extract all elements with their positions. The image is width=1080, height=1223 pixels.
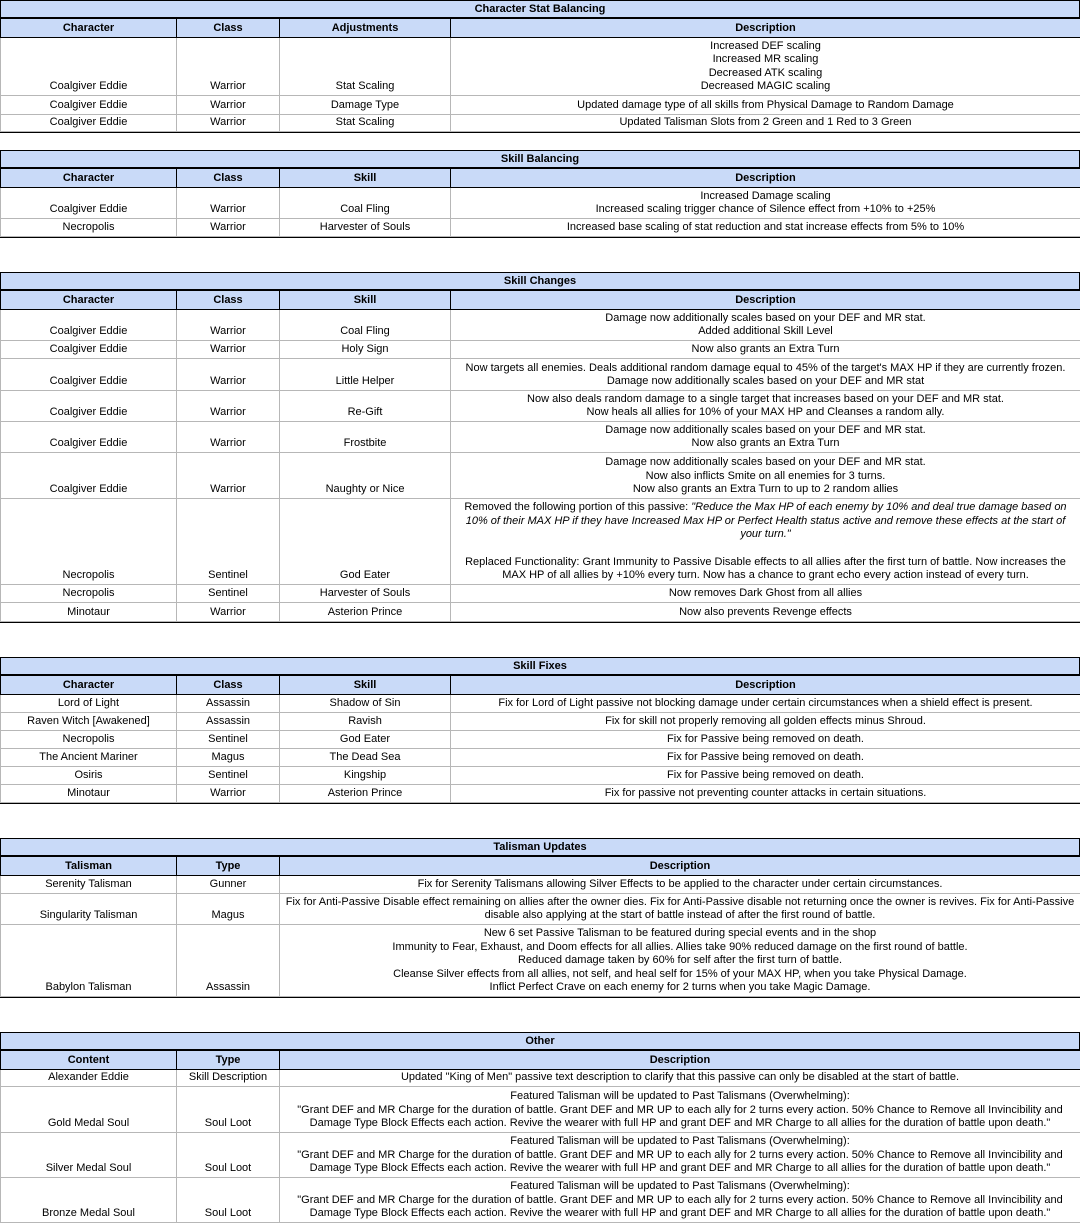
description-line: Replaced Functionality: Grant Immunity to Passive Disable effects to all allies after the first turn of battle. Now increases the MAX HP of all allies by +10% every turn. Now has a chance to grant echo every action instead of every turn. xyxy=(454,556,1077,583)
cell-name: Coalgiver Eddie xyxy=(1,115,177,132)
table-row xyxy=(1,453,1080,499)
table-row xyxy=(1,1133,1080,1178)
cell-name: Coalgiver Eddie xyxy=(1,310,177,341)
cell-name: Alexander Eddie xyxy=(1,1070,177,1087)
cell-item: Stat Scaling xyxy=(280,38,451,96)
description-line: Featured Talisman will be updated to Past Talismans (Overwhelming): xyxy=(283,1180,1077,1194)
cell-item: Naughty or Nice xyxy=(280,453,451,499)
cell-item: Re-Gift xyxy=(280,391,451,422)
cell-name: Lord of Light xyxy=(1,695,177,713)
column-header-talisman: Talisman xyxy=(1,857,177,876)
section-spacer xyxy=(0,132,1080,150)
description-line: Now also grants an Extra Turn to up to 2 random allies xyxy=(454,483,1077,497)
cell-item: God Eater xyxy=(280,499,451,585)
cell-description xyxy=(280,1070,1080,1087)
section-table xyxy=(0,1050,1080,1223)
section-table xyxy=(0,18,1080,132)
cell-class: Warrior xyxy=(177,219,280,237)
header-row xyxy=(1,857,1080,876)
cell-description xyxy=(451,188,1080,219)
table-row xyxy=(1,310,1080,341)
header-row xyxy=(1,676,1080,695)
table-row xyxy=(1,38,1080,96)
description-line: Added additional Skill Level xyxy=(454,325,1077,339)
section-title: Skill Balancing xyxy=(0,150,1080,168)
section-skill-balancing xyxy=(0,150,1080,237)
description-line: Now heals all allies for 10% of your MAX HP and Cleanses a random ally. xyxy=(454,406,1077,420)
description-line: "Grant DEF and MR Charge for the duration of battle. Grant DEF and MR UP to each ally for 2 turns every action. 50% Chance to Remove all Invincibility and Damage Type Block Effects each action. Revive the wearer with full HP and grant DEF and MR Charge to all allies for the duration of battle upon death." xyxy=(283,1149,1077,1176)
description-line: Now also prevents Revenge effects xyxy=(454,606,1077,620)
column-header-type: Type xyxy=(177,857,280,876)
section-table xyxy=(0,168,1080,237)
description-quote: "Reduce the Max HP of each enemy by 10% and deal true damage based on 10% of their MAX HP if they have Increased Max HP or Perfect Health status active and remove these effects at the start of your turn." xyxy=(466,501,1067,540)
cell-description xyxy=(451,499,1080,585)
description-line: Fix for passive not preventing counter attacks in certain situations. xyxy=(454,787,1077,801)
cell-class: Warrior xyxy=(177,38,280,96)
column-header-type: Type xyxy=(177,1051,280,1070)
cell-description xyxy=(451,96,1080,115)
table-row xyxy=(1,359,1080,391)
cell-item: Stat Scaling xyxy=(280,115,451,132)
section-title: Skill Changes xyxy=(0,272,1080,290)
description-line: Damage now additionally scales based on your DEF and MR stat. xyxy=(454,456,1077,470)
description-line: Removed the following portion of this passive: xyxy=(464,501,691,513)
description-removed-block xyxy=(454,501,1077,542)
header-row xyxy=(1,169,1080,188)
header-row xyxy=(1,1051,1080,1070)
cell-item: Asterion Prince xyxy=(280,785,451,803)
description-line: Increased base scaling of stat reduction and stat increase effects from 5% to 10% xyxy=(454,221,1077,235)
cell-description xyxy=(451,359,1080,391)
cell-description xyxy=(280,876,1080,894)
column-header-character: Character xyxy=(1,19,177,38)
section-skill-fixes xyxy=(0,657,1080,803)
cell-description xyxy=(451,341,1080,359)
cell-class: Assassin xyxy=(177,713,280,731)
description-line: Now also grants an Extra Turn xyxy=(454,437,1077,451)
cell-type: Gunner xyxy=(177,876,280,894)
table-row xyxy=(1,219,1080,237)
description-line: Decreased ATK scaling xyxy=(454,67,1077,81)
cell-class: Warrior xyxy=(177,188,280,219)
table-row xyxy=(1,731,1080,749)
cell-name: Gold Medal Soul xyxy=(1,1087,177,1133)
cell-name: Coalgiver Eddie xyxy=(1,188,177,219)
description-line: "Grant DEF and MR Charge for the duration of battle. Grant DEF and MR UP to each ally for 2 turns every action. 50% Chance to Remove all Invincibility and Damage Type Block Effects each action. Revive the wearer with full HP and grant DEF and MR Charge to all allies for the duration of battle upon death." xyxy=(283,1104,1077,1131)
table-row xyxy=(1,1070,1080,1087)
section-other xyxy=(0,1032,1080,1223)
cell-class: Warrior xyxy=(177,341,280,359)
description-line: Fix for skill not properly removing all golden effects minus Shroud. xyxy=(454,715,1077,729)
cell-type: Soul Loot xyxy=(177,1087,280,1133)
section-table xyxy=(0,290,1080,622)
cell-item: Kingship xyxy=(280,767,451,785)
column-header-description: Description xyxy=(451,291,1080,310)
section-title: Character Stat Balancing xyxy=(0,0,1080,18)
column-header-class: Class xyxy=(177,291,280,310)
cell-description xyxy=(280,894,1080,925)
cell-name: Serenity Talisman xyxy=(1,876,177,894)
cell-description xyxy=(451,695,1080,713)
cell-description xyxy=(451,785,1080,803)
cell-item: The Dead Sea xyxy=(280,749,451,767)
cell-description xyxy=(451,713,1080,731)
section-spacer xyxy=(0,997,1080,1032)
table-row xyxy=(1,876,1080,894)
column-header-skill: Skill xyxy=(280,169,451,188)
description-line: Now also grants an Extra Turn xyxy=(454,343,1077,357)
column-header-description: Description xyxy=(280,1051,1080,1070)
section-skill-changes xyxy=(0,272,1080,622)
table-row xyxy=(1,391,1080,422)
section-talisman-updates xyxy=(0,838,1080,997)
table-row xyxy=(1,894,1080,925)
cell-name: The Ancient Mariner xyxy=(1,749,177,767)
cell-name: Coalgiver Eddie xyxy=(1,96,177,115)
cell-description xyxy=(280,1178,1080,1223)
description-line: Now also inflicts Smite on all enemies for 3 turns. xyxy=(454,470,1077,484)
section-spacer xyxy=(0,237,1080,272)
cell-description xyxy=(451,391,1080,422)
description-line: Fix for Lord of Light passive not blocking damage under certain circumstances when a shield effect is present. xyxy=(454,697,1077,711)
table-row xyxy=(1,1087,1080,1133)
description-line: Increased MR scaling xyxy=(454,53,1077,67)
cell-name: Bronze Medal Soul xyxy=(1,1178,177,1223)
cell-name: Necropolis xyxy=(1,219,177,237)
table-row xyxy=(1,925,1080,997)
cell-class: Warrior xyxy=(177,391,280,422)
column-header-description: Description xyxy=(451,676,1080,695)
cell-name: Osiris xyxy=(1,767,177,785)
header-row xyxy=(1,19,1080,38)
column-header-class: Class xyxy=(177,169,280,188)
cell-class: Warrior xyxy=(177,785,280,803)
cell-class: Warrior xyxy=(177,422,280,453)
cell-class: Sentinel xyxy=(177,499,280,585)
description-line: Decreased MAGIC scaling xyxy=(454,80,1077,94)
cell-class: Sentinel xyxy=(177,731,280,749)
section-character-stat-balancing xyxy=(0,0,1080,132)
cell-name: Coalgiver Eddie xyxy=(1,453,177,499)
section-title: Other xyxy=(0,1032,1080,1050)
table-row xyxy=(1,603,1080,622)
cell-class: Magus xyxy=(177,749,280,767)
section-title: Skill Fixes xyxy=(0,657,1080,675)
cell-description xyxy=(451,310,1080,341)
cell-type: Magus xyxy=(177,894,280,925)
description-line: Increased Damage scaling xyxy=(454,190,1077,204)
table-row xyxy=(1,341,1080,359)
section-spacer xyxy=(0,622,1080,657)
column-header-character: Character xyxy=(1,169,177,188)
section-spacer xyxy=(0,803,1080,838)
cell-description xyxy=(451,585,1080,603)
cell-description xyxy=(451,219,1080,237)
description-line: Immunity to Fear, Exhaust, and Doom effects for all allies. Allies take 90% reduced damage on the first round of battle. xyxy=(283,941,1077,955)
cell-name: Minotaur xyxy=(1,785,177,803)
cell-name: Necropolis xyxy=(1,499,177,585)
cell-type: Skill Description xyxy=(177,1070,280,1087)
table-row xyxy=(1,695,1080,713)
description-line: Featured Talisman will be updated to Past Talismans (Overwhelming): xyxy=(283,1135,1077,1149)
column-header-description: Description xyxy=(280,857,1080,876)
description-line: Fix for Passive being removed on death. xyxy=(454,733,1077,747)
cell-description xyxy=(451,422,1080,453)
description-line: "Grant DEF and MR Charge for the duration of battle. Grant DEF and MR UP to each ally for 2 turns every action. 50% Chance to Remove all Invincibility and Damage Type Block Effects each action. Revive the wearer with full HP and grant DEF and MR Charge to all allies for the duration of battle upon death." xyxy=(283,1194,1077,1221)
table-row xyxy=(1,713,1080,731)
description-line: Fix for Passive being removed on death. xyxy=(454,769,1077,783)
cell-type: Assassin xyxy=(177,925,280,997)
table-row xyxy=(1,785,1080,803)
description-line: Inflict Perfect Crave on each enemy for 2 turns when you take Magic Damage. xyxy=(283,981,1077,995)
description-line: Updated Talisman Slots from 2 Green and 1 Red to 3 Green xyxy=(454,116,1077,130)
cell-name: Necropolis xyxy=(1,585,177,603)
cell-class: Warrior xyxy=(177,453,280,499)
description-line: Fix for Serenity Talismans allowing Silver Effects to be applied to the character under certain circumstances. xyxy=(283,878,1077,892)
cell-item: Frostbite xyxy=(280,422,451,453)
table-row xyxy=(1,585,1080,603)
description-line: Featured Talisman will be updated to Past Talismans (Overwhelming): xyxy=(283,1090,1077,1104)
cell-class: Assassin xyxy=(177,695,280,713)
column-header-content: Content xyxy=(1,1051,177,1070)
table-row xyxy=(1,767,1080,785)
cell-description xyxy=(280,1087,1080,1133)
column-header-character: Character xyxy=(1,291,177,310)
cell-name: Coalgiver Eddie xyxy=(1,422,177,453)
column-header-skill: Skill xyxy=(280,291,451,310)
column-header-character: Character xyxy=(1,676,177,695)
cell-description xyxy=(451,453,1080,499)
section-table xyxy=(0,675,1080,803)
description-line: Now removes Dark Ghost from all allies xyxy=(454,587,1077,601)
cell-description xyxy=(451,115,1080,132)
description-line: Damage now additionally scales based on your DEF and MR stat. xyxy=(454,424,1077,438)
column-header-adjustments: Adjustments xyxy=(280,19,451,38)
cell-item: Harvester of Souls xyxy=(280,219,451,237)
description-line: Increased DEF scaling xyxy=(454,40,1077,54)
table-row xyxy=(1,1178,1080,1223)
cell-name: Coalgiver Eddie xyxy=(1,391,177,422)
cell-name: Coalgiver Eddie xyxy=(1,38,177,96)
column-header-description: Description xyxy=(451,19,1080,38)
description-line: Now also deals random damage to a single target that increases based on your DEF and MR stat. xyxy=(454,393,1077,407)
table-row xyxy=(1,422,1080,453)
cell-item: Coal Fling xyxy=(280,188,451,219)
cell-item: Ravish xyxy=(280,713,451,731)
cell-name: Coalgiver Eddie xyxy=(1,341,177,359)
cell-item: Asterion Prince xyxy=(280,603,451,622)
cell-description xyxy=(451,749,1080,767)
description-line: Updated "King of Men" passive text description to clarify that this passive can only be disabled at the start of battle. xyxy=(283,1071,1077,1085)
cell-item: Little Helper xyxy=(280,359,451,391)
cell-description xyxy=(280,1133,1080,1178)
cell-item: Harvester of Souls xyxy=(280,585,451,603)
table-row xyxy=(1,96,1080,115)
cell-name: Necropolis xyxy=(1,731,177,749)
cell-name: Singularity Talisman xyxy=(1,894,177,925)
cell-item: Coal Fling xyxy=(280,310,451,341)
header-row xyxy=(1,291,1080,310)
description-line: Reduced damage taken by 60% for self after the first turn of battle. xyxy=(283,954,1077,968)
column-header-skill: Skill xyxy=(280,676,451,695)
cell-class: Warrior xyxy=(177,115,280,132)
cell-item: Shadow of Sin xyxy=(280,695,451,713)
table-row xyxy=(1,749,1080,767)
cell-description xyxy=(451,767,1080,785)
description-line: Fix for Anti-Passive Disable effect remaining on allies after the owner dies. Fix for Anti-Passive disable not returning once the owner is revives. Fix for Anti-Passive disable also applying at the start of battle instead of after the first round of battle. xyxy=(283,896,1077,923)
cell-name: Babylon Talisman xyxy=(1,925,177,997)
column-header-class: Class xyxy=(177,19,280,38)
table-row xyxy=(1,115,1080,132)
cell-item: God Eater xyxy=(280,731,451,749)
description-line: Damage now additionally scales based on your DEF and MR stat. xyxy=(454,312,1077,326)
cell-name: Raven Witch [Awakened] xyxy=(1,713,177,731)
description-line: Damage now additionally scales based on your DEF and MR stat xyxy=(454,375,1077,389)
description-spacer xyxy=(454,542,1077,556)
cell-description xyxy=(451,731,1080,749)
cell-class: Warrior xyxy=(177,603,280,622)
cell-description xyxy=(451,38,1080,96)
description-line: New 6 set Passive Talisman to be featured during special events and in the shop xyxy=(283,927,1077,941)
section-title: Talisman Updates xyxy=(0,838,1080,856)
cell-name: Coalgiver Eddie xyxy=(1,359,177,391)
cell-class: Sentinel xyxy=(177,767,280,785)
table-row xyxy=(1,188,1080,219)
cell-class: Warrior xyxy=(177,359,280,391)
column-header-class: Class xyxy=(177,676,280,695)
description-line: Fix for Passive being removed on death. xyxy=(454,751,1077,765)
column-header-description: Description xyxy=(451,169,1080,188)
cell-class: Sentinel xyxy=(177,585,280,603)
cell-type: Soul Loot xyxy=(177,1178,280,1223)
description-line: Cleanse Silver effects from all allies, not self, and heal self for 15% of your MAX HP, when you take Physical Damage. xyxy=(283,968,1077,982)
cell-type: Soul Loot xyxy=(177,1133,280,1178)
description-line: Updated damage type of all skills from Physical Damage to Random Damage xyxy=(454,99,1077,113)
cell-description xyxy=(451,603,1080,622)
cell-class: Warrior xyxy=(177,96,280,115)
cell-name: Silver Medal Soul xyxy=(1,1133,177,1178)
cell-item: Holy Sign xyxy=(280,341,451,359)
description-line: Increased scaling trigger chance of Silence effect from +10% to +25% xyxy=(454,203,1077,217)
cell-description xyxy=(280,925,1080,997)
description-line: Now targets all enemies. Deals additional random damage equal to 45% of the target's MAX HP if they are currently frozen. xyxy=(454,362,1077,376)
cell-item: Damage Type xyxy=(280,96,451,115)
cell-name: Minotaur xyxy=(1,603,177,622)
section-table xyxy=(0,856,1080,997)
table-row xyxy=(1,499,1080,585)
cell-class: Warrior xyxy=(177,310,280,341)
